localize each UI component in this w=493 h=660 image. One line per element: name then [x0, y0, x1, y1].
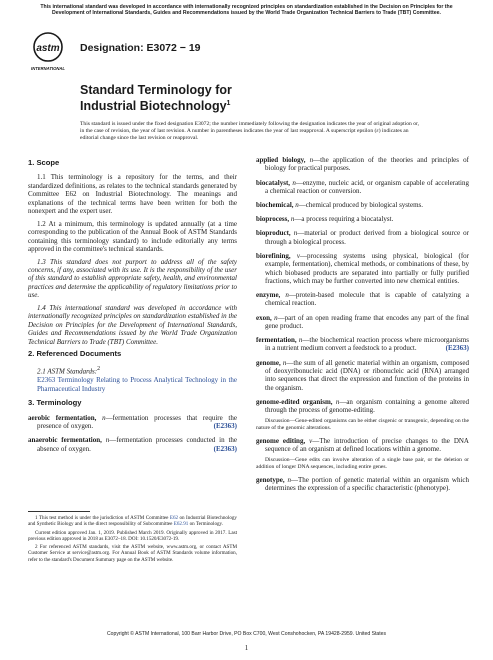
term-pos: n [335, 397, 340, 406]
term-pos: n [102, 413, 106, 422]
term-name: genotype, [256, 475, 285, 484]
ref-e2363[interactable] [28, 376, 237, 393]
footnote-2: 2 For referenced ASTM standards, visit the ASTM website, www.astm.org, or contact ASTM Customer Service at service@astm.org. For Annual Book of ASTM Standards volume information, refer to the standard's Document Summary page on the ASTM website. [28, 544, 237, 563]
term-def: The portion of genetic material within an organism which determines the expression of a specific characteristic (phenotype). [265, 475, 469, 493]
term-def: fermentation processes conducted in the absence of oxygen. [37, 436, 237, 453]
title-line-2-text: Industrial Biotechnology [80, 99, 227, 114]
term-name: bioprocess, [256, 215, 290, 224]
term-pos: n [293, 229, 298, 238]
term-name: biorefining, [256, 251, 291, 260]
term-def: chemical produced by biological systems. [305, 201, 424, 209]
scope-p3: 1.3 This standard does not purport to address all of the safety concerns, if any, associated with its use. It is the responsibility of the user of this standard to establish appropriate safety, health, and environmental practices and determine the applicability of regulatory limitations prior to use. [28, 257, 237, 300]
ref-title[interactable]: Terminology Relating to Process Analytical Technology in the Pharmaceutical Industry [37, 376, 238, 393]
fn1-a: 1 This test method is under the jurisdiction of ASTM Committee [35, 515, 169, 521]
scope-p4: 1.4 This international standard was developed in accordance with internationally recognized principles on standardization established in the Decision on Principles for the Development of International Standards, Guides and Recommendations issued by the World Trade Organization Technical Barriers to Trade (TBT) Committee. [28, 303, 237, 346]
left-column [28, 156, 237, 459]
term-bioproduct: bioproduct, n—material or product derived from a biological source or through a biological process. [256, 229, 470, 246]
term-pos: n [285, 291, 289, 299]
term-pos: n [282, 358, 287, 367]
term-name: enzyme, [256, 291, 281, 299]
svg-text:astm: astm [36, 43, 60, 54]
term-def: a process requiring a biocatalyst. [301, 215, 394, 224]
term-def: fermentation processes that require the presence of oxygen. [37, 413, 237, 431]
term-ref-link[interactable]: (E2363) [445, 344, 469, 353]
page-number: 1 [244, 644, 249, 652]
term-enzyme: enzyme, n—protein-based molecule that is capable of catalyzing a chemical reaction. [256, 291, 469, 308]
ref-code[interactable]: E2363 [37, 376, 56, 385]
term-genome-edited-organism: genome-edited organism, n—an organism containing a genome altered through the process of genome-editing. [256, 397, 470, 415]
term-biochemical: biochemical, n—chemical produced by biological systems. [256, 201, 424, 209]
term-genome: genome, n—the sum of all genetic material within an organism, composed of deoxyribonucleic acid (DNA) or ribonucleic acid (RNA) arranged into sequences that direct the expression and function of the proteins in the organism. [256, 358, 469, 392]
term-discussion: Discussion—Gene-edited organisms can be either cisgenic or transgenic, depending on the nature of the genomic alterations. [256, 417, 469, 431]
term-def: the biochemical reaction process where microorganisms in a nutrient medium convert a feedstock to a product. [265, 336, 469, 353]
right-column [256, 156, 469, 498]
refs-sub-marker: 2 [97, 365, 101, 372]
tbt-notice: This international standard was developed in accordance with internationally recognized principles on standardization established in the Decision on Principles for the Development of International Standards, Guides and Recommendations issued by the World Trade Organization Technical Barriers to Trade (TBT) Committee. [40, 4, 453, 17]
footnote-rule [28, 511, 90, 512]
term-aerobic-fermentation: aerobic fermentation, n—fermentation processes that require the presence of oxygen. (E2363) [28, 413, 237, 431]
page-title [80, 83, 232, 113]
footnote-1 [28, 515, 237, 528]
fn1-c: on Terminology. [189, 521, 224, 528]
term-pos: n [292, 178, 296, 187]
title-line-2 [80, 97, 232, 113]
term-biorefining: biorefining, v—processing systems using physical, biological (for example, fermentation), chemical methods, or combinations of these, by which biobased products are separated into partially or fully purified fractions, which may be further converted into new chemical entities. [256, 251, 470, 285]
terminology-heading: 3. Terminology [28, 398, 82, 408]
term-name: fermentation, [256, 336, 297, 344]
term-def: enzyme, nucleic acid, or organism capable of accelerating a chemical reaction or conversion. [265, 178, 470, 195]
term-discussion: Discussion—Gene edits can involve alteration of a single base pair, or the deletion or addition of longer DNA sequences, including entire genes. [256, 456, 469, 470]
term-name: aerobic fermentation, [28, 413, 97, 422]
term-genotype: genotype, n—The portion of genetic material within an organism which determines the expression of a specific characteristic (phenotype). [256, 475, 469, 493]
term-biocatalyst: biocatalyst, n—enzyme, nucleic acid, or organism capable of accelerating a chemical reaction or conversion. [256, 178, 470, 195]
term-def: the application of the theories and principles of biology for practical purposes. [265, 156, 469, 173]
scope-p2: 1.2 At a minimum, this terminology is updated annually (at a time corresponding to the publication of the Annual Book of ASTM Standards containing this terminology standard) to include editorially any terms approved in the committee's technical standards. [28, 219, 237, 254]
term-name: bioproduct, [256, 229, 291, 238]
footnote-edition: Current edition approved Jan. 1, 2019. Published March 2019. Originally approved in 2017. Last previous edition approved in 2018 as E3072–18. DOI: 10.1520/E3072-19. [28, 529, 237, 542]
term-name: genome-edited organism, [256, 397, 333, 406]
term-name: genome, [256, 358, 281, 367]
term-pos: n [298, 336, 303, 344]
term-pos: n [290, 215, 295, 224]
title-footnote-marker: 1 [226, 100, 231, 107]
issuance-note: This standard is issued under the fixed designation E3072; the number immediately following the designation indicates the year of original adoption or, in the case of revision, the year of last revision. A number in parentheses indicates the year of last reapproval. A superscript epsilon (ε) indicates an editorial change since the last revision or reapproval. [80, 121, 420, 141]
term-exon: exon, n—part of an open reading frame that encodes any part of the final gene product. [256, 313, 469, 330]
refs-heading: 2. Referenced Documents [28, 349, 122, 359]
term-applied-biology: applied biology, n—the application of the theories and principles of biology for practical purposes. [256, 156, 469, 173]
designation: Designation: E3072 − 19 [80, 42, 201, 54]
term-bioprocess: bioprocess, n—a process requiring a biocatalyst. [256, 215, 394, 224]
term-def: the sum of all genetic material within an organism, composed of deoxyribonucleic acid (DNA) or ribonucleic acid (RNA) arranged into sequences that direct the expression and function of the proteins in the organism. [265, 358, 469, 392]
term-name: exon, [256, 313, 272, 322]
term-ref-link[interactable]: (E2363) [213, 444, 237, 453]
term-name: applied biology, [256, 156, 306, 164]
scope-p1: 1.1 This terminology is a repository for the terms, and their standardized definitions, as relates to the technical standards generated by Committee E62 on Industrial Biotechnology. The meanings and explanations of the technical terms have been written for both the nonexpert and the expert user. [28, 173, 237, 216]
term-ref-link[interactable]: (E2363) [213, 422, 237, 431]
term-pos: n [309, 156, 314, 164]
term-pos: v [309, 436, 313, 445]
term-def: processing systems using physical, biological (for example, fermentation), chemical methods, or combinations of these, by which biobased products are separated into partially or fully purified fractions, which may be further converted into new chemical entities. [265, 251, 470, 285]
term-fermentation: fermentation, n—the biochemical reaction process where microorganisms in a nutrient medium convert a feedstock to a product. (E2363) [256, 336, 469, 353]
scope-heading: 1. Scope [28, 158, 60, 167]
term-name: genome editing, [256, 436, 306, 445]
term-anaerobic-fermentation: anaerobic fermentation, n—fermentation processes conducted in the absence of oxygen. (E2363) [28, 436, 237, 453]
title-line-1: Standard Terminology for [80, 83, 232, 97]
term-genome-editing: genome editing, v—The introduction of precise changes to the DNA sequence of an organism at defined locations within a genome. [256, 436, 469, 454]
term-pos: n [274, 313, 278, 322]
term-pos: n [295, 201, 299, 209]
term-def: part of an open reading frame that encodes any part of the final gene product. [265, 313, 469, 330]
term-def: protein-based molecule that is capable of catalyzing a chemical reaction. [265, 291, 469, 308]
term-def: The introduction of precise changes to the DNA sequence of an organism at defined locations within a genome. [265, 436, 469, 454]
term-def: an organism containing a genome altered through the process of genome-editing. [265, 397, 470, 415]
term-name: biochemical, [256, 201, 294, 209]
refs-sub-text: 2.1 ASTM Standards: [37, 366, 98, 375]
fn1-link-e6291[interactable]: E62.91 [173, 521, 189, 528]
copyright-footer: Copyright © ASTM International, 100 Barr Harbor Drive, PO Box C700, West Conshohocken, PA 19428-2959. United States [106, 631, 387, 637]
fn1-link-e62[interactable]: E62 [169, 515, 179, 521]
term-name: biocatalyst, [256, 178, 291, 187]
term-name: anaerobic fermentation, [28, 436, 102, 445]
astm-logo [28, 31, 68, 73]
term-def: material or product derived from a biological source or through a biological process. [265, 229, 470, 246]
term-pos: n [105, 436, 110, 445]
term-pos: n [287, 475, 292, 484]
footnotes [28, 511, 237, 565]
term-pos: v [296, 251, 301, 260]
svg-text:INTERNATIONAL: INTERNATIONAL [31, 66, 65, 71]
fn1-b: on Industrial Biotechnology and Synthetic Biology and is the direct responsibility of Subcommittee [28, 515, 237, 528]
refs-subheading [28, 365, 237, 376]
